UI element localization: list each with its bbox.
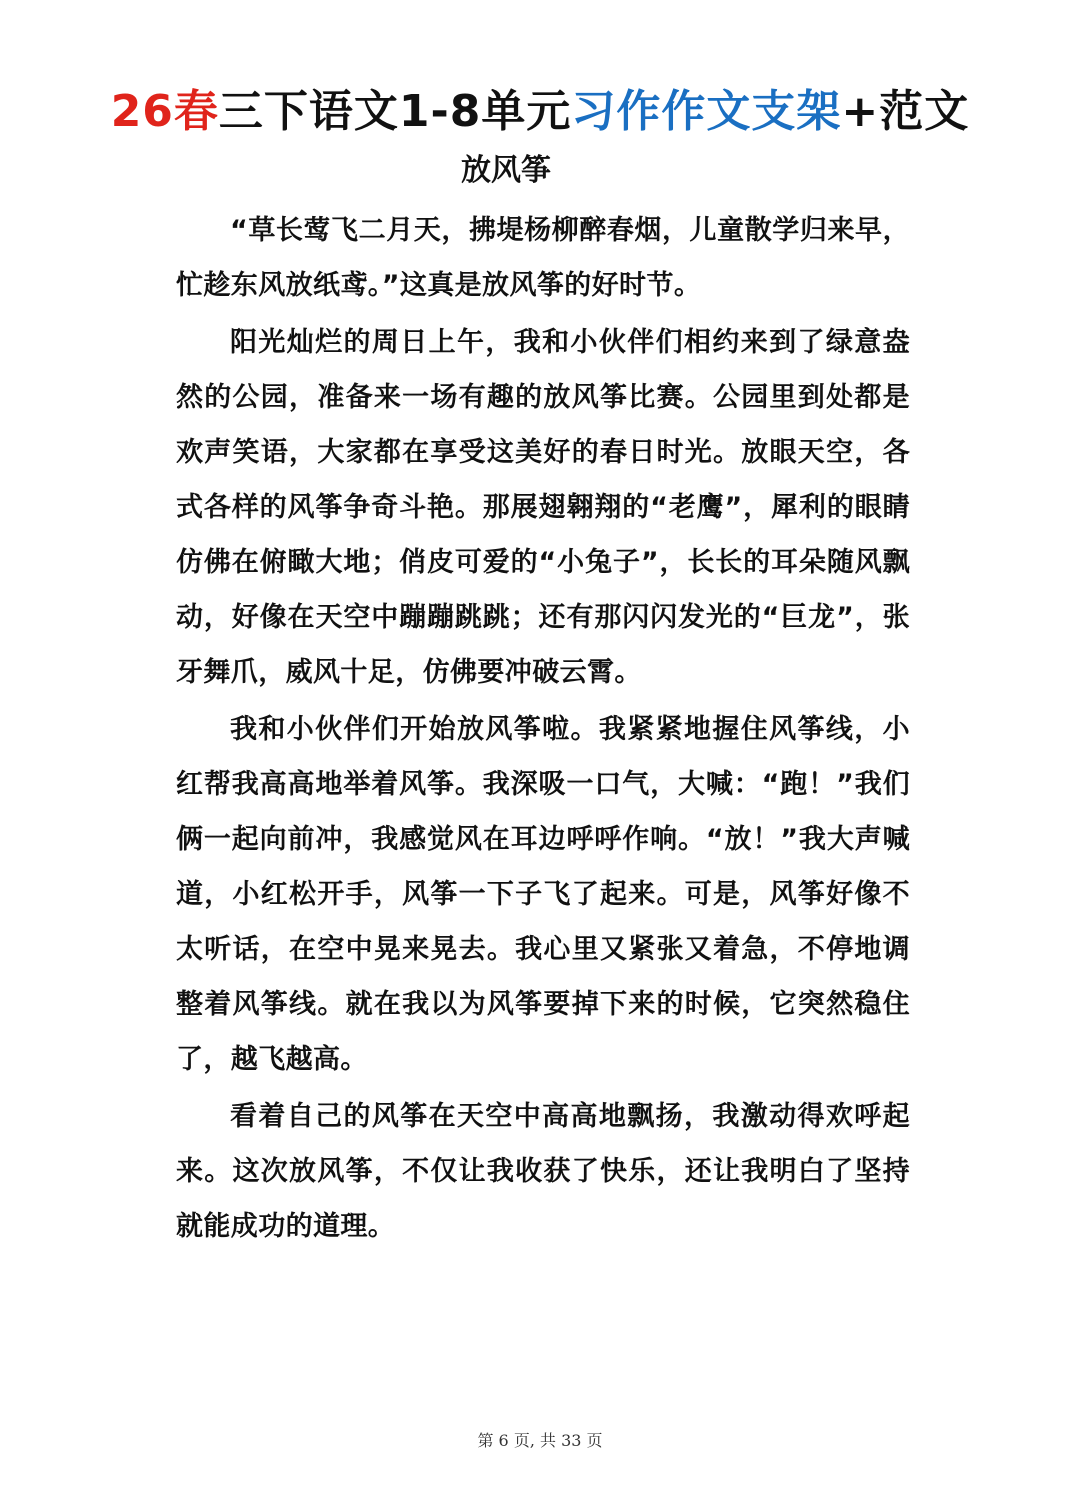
banner-part-sample-essay: +范文 (841, 86, 970, 137)
page-number-footer: 第 6 页, 共 33 页 (477, 1431, 603, 1450)
paragraph-1: “草长莺飞二月天，拂堤杨柳醉春烟，儿童散学归来早，忙趁东风放纸鸢。”这真是放风筝的好时节。 (176, 215, 910, 301)
paragraph-2: 阳光灿烂的周日上午，我和小伙伴们相约来到了绿意盎然的公园，准备来一场有趣的放风筝比赛。公园里到处都是欢声笑语，大家都在享受这美好的春日时光。放眼天空，各式各样的风筝争奇斗艳。那展翅翱翔的“老鹰”，犀利的眼睛仿佛在俯瞰大地；俏皮可爱的“小兔子”，长长的耳朵随风飘动，好像在天空中蹦蹦跳跳；还有那闪闪发光的“巨龙”，张牙舞爪，威风十足，仿佛要冲破云霄。 (176, 327, 910, 688)
banner-title (0, 82, 1080, 142)
paragraph-3: 我和小伙伴们开始放风筝啦。我紧紧地握住风筝线，小红帮我高高地举着风筝。我深吸一口气，大喊：“跑！”我们俩一起向前冲，我感觉风在耳边呼呼作响。“放！”我大声喊道，小红松开手，风筝一下子飞了起来。可是，风筝好像不太听话，在空中晃来晃去。我心里又紧张又着急，不停地调整着风筝线。就在我以为风筝要掉下来的时候，它突然稳住了，越飞越高。 (176, 714, 910, 1075)
essay-title: 放风筝 (461, 153, 551, 188)
essay-body (176, 203, 910, 1256)
paragraph-4: 看着自己的风筝在天空中高高地飘扬，我激动得欢呼起来。这次放风筝，不仅让我收获了快乐，还让我明白了坚持就能成功的道理。 (176, 1101, 910, 1242)
banner-part-grade-units: 三下语文1-8单元 (218, 86, 572, 137)
banner-part-season: 26春 (110, 86, 219, 137)
banner-part-writing-scaffold: 习作作文支架 (571, 86, 842, 137)
